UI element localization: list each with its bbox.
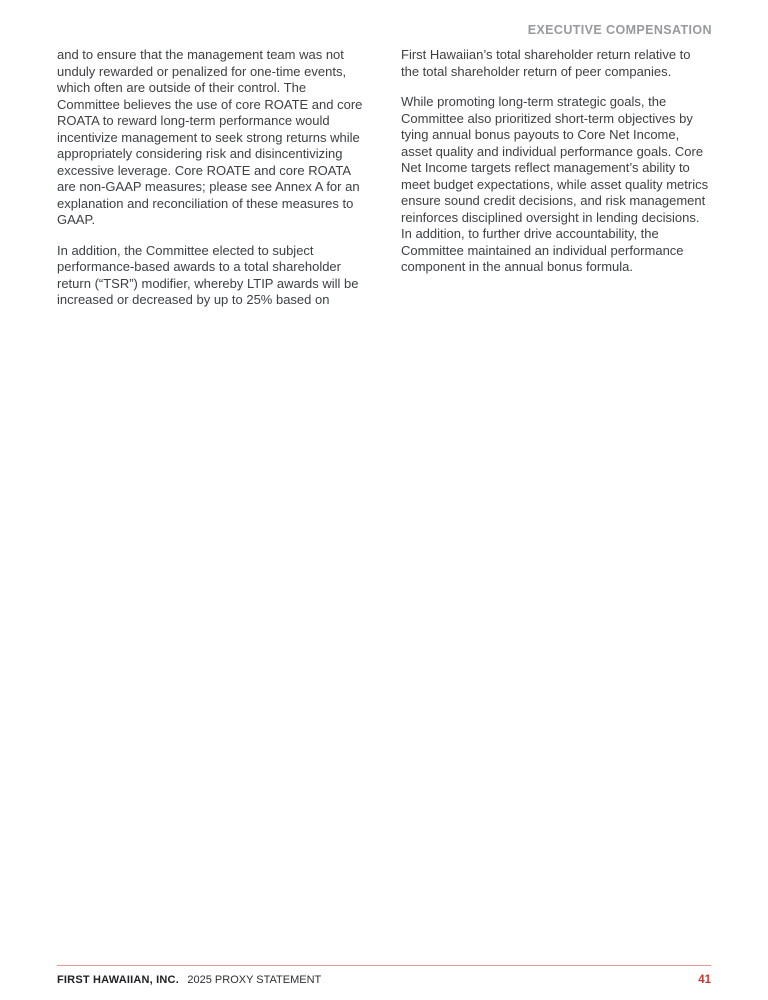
body-paragraph: and to ensure that the management team was not unduly rewarded or penalized for one-time events, which often are outside of their control. The Committee believes the use of core ROATE and core ROATA to reward long-term performance would incentivize management to seek strong returns while appropriately considering risk and disincentivizing excessive leverage. Core ROATE and core ROATA are non-GAAP measures; please see Annex A for an explanation and reconciliation of these measures to GAAP.: [57, 47, 363, 227]
footer-company-name: FIRST HAWAIIAN, INC.: [57, 974, 179, 986]
body-paragraph: In addition, the Committee elected to subject performance-based awards to a total shareholder return (“TSR”) modifier, whereby LTIP awards will be increased or decreased by up to 25% based on: [57, 242, 359, 307]
footer-text: [57, 970, 321, 988]
page-footer: [57, 965, 711, 988]
body-paragraph: While promoting long-term strategic goals, the Committee also prioritized short-term objectives by tying annual bonus payouts to Core Net Income, asset quality and individual performance goals. Core Net Income targets reflect management’s ability to meet budget expectations, while asset quality metrics ensure sound credit decisions, and risk management reinforces disciplined oversight in lending decisions. In addition, to further drive accountability, the Committee maintained an individual performance component in the annual bonus formula.: [401, 94, 709, 274]
section-header-title: EXECUTIVE COMPENSATION: [527, 23, 712, 37]
right-column: [401, 47, 712, 323]
footer-document-title: 2025 PROXY STATEMENT: [187, 974, 322, 986]
body-columns: [57, 47, 712, 323]
page-number: 41: [698, 974, 711, 986]
footer-row: [57, 966, 711, 988]
left-column: [57, 47, 368, 323]
page-header: [57, 21, 712, 39]
body-paragraph: First Hawaiian’s total shareholder return relative to the total shareholder return of peer companies.: [401, 47, 691, 79]
